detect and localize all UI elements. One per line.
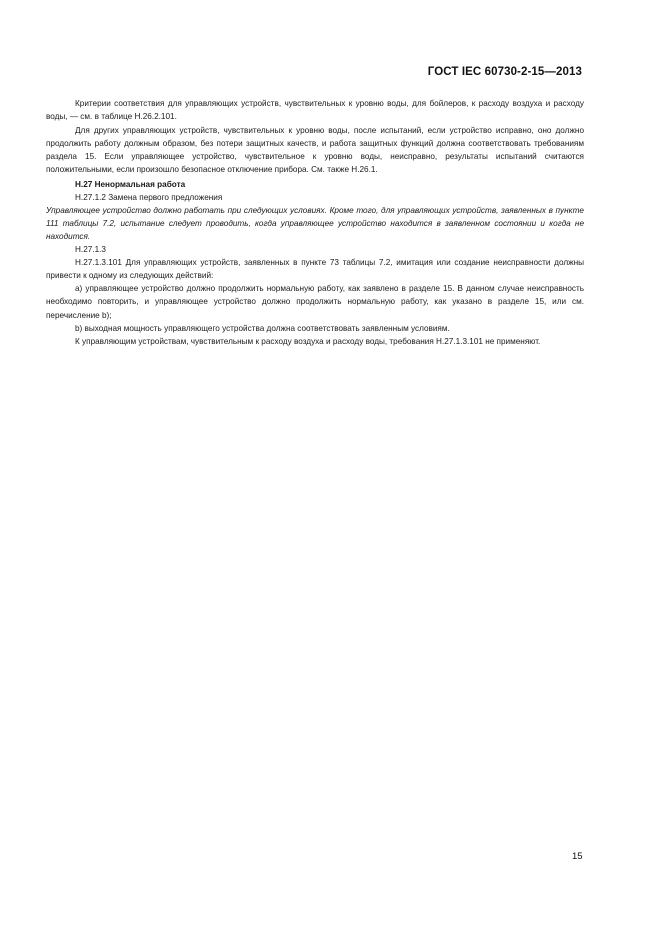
clause-h27-1-3-101: Н.27.1.3.101 Для управляющих устройств, заявленных в пункте 73 таблицы 7.2, имитация или создание неисправности должны привести к одному из следующих действий: (46, 258, 584, 281)
page-number: 15 (572, 851, 583, 862)
paragraph-other-devices: Для других управляющих устройств, чувствительных к уровню воды, после испытаний, если устройство исправно, оно должно продолжить работу должным образом, без потери защитных качеств, и работа защитных функций должна соответствовать требованиям раздела 15. Если управляющее устройство, чувствительное к уровню воды, неисправно, результаты испытаний считаются положительными, если произошло безопасное отключение прибора. См. также Н.26.1. (46, 126, 584, 175)
paragraph-italic-conditions: Управляющее устройство должно работать при следующих условиях. Кроме того, для управляющих устройств, заявленных в пункте 111 таблицы 7.2, испытание следует проводить, когда управляющее устройство находится в заявленном состоянии и когда не находится. (46, 205, 584, 241)
document-body (46, 97, 584, 348)
list-item-a: a) управляющее устройство должно продолжить нормальную работу, как заявлено в разделе 15. В данном случае неисправность необходимо повторить, и управляющее устройство должно продолжить нормальную работу, как указано в разделе 15, или см. перечисление b); (46, 284, 584, 320)
clause-h27-1-2: Н.27.1.2 Замена первого предложения (75, 192, 223, 202)
paragraph-criteria: Критерии соответствия для управляющих устройств, чувствительных к уровню воды, для бойлеров, к расходу воздуха и расходу воды, — см. в таблице Н.26.2.101. (46, 99, 584, 122)
section-heading-h27: Н.27 Ненормальная работа (75, 179, 186, 189)
clause-h27-1-3: Н.27.1.3 (75, 245, 106, 255)
standard-header: ГОСТ IEC 60730-2-15—2013 (427, 66, 582, 78)
list-item-b: b) выходная мощность управляющего устройства должна соответствовать заявленным условиям. (75, 323, 450, 333)
paragraph-not-applied: К управляющим устройствам, чувствительным к расходу воздуха и расходу воды, требования Н.27.1.3.101 не применяют. (75, 336, 541, 346)
